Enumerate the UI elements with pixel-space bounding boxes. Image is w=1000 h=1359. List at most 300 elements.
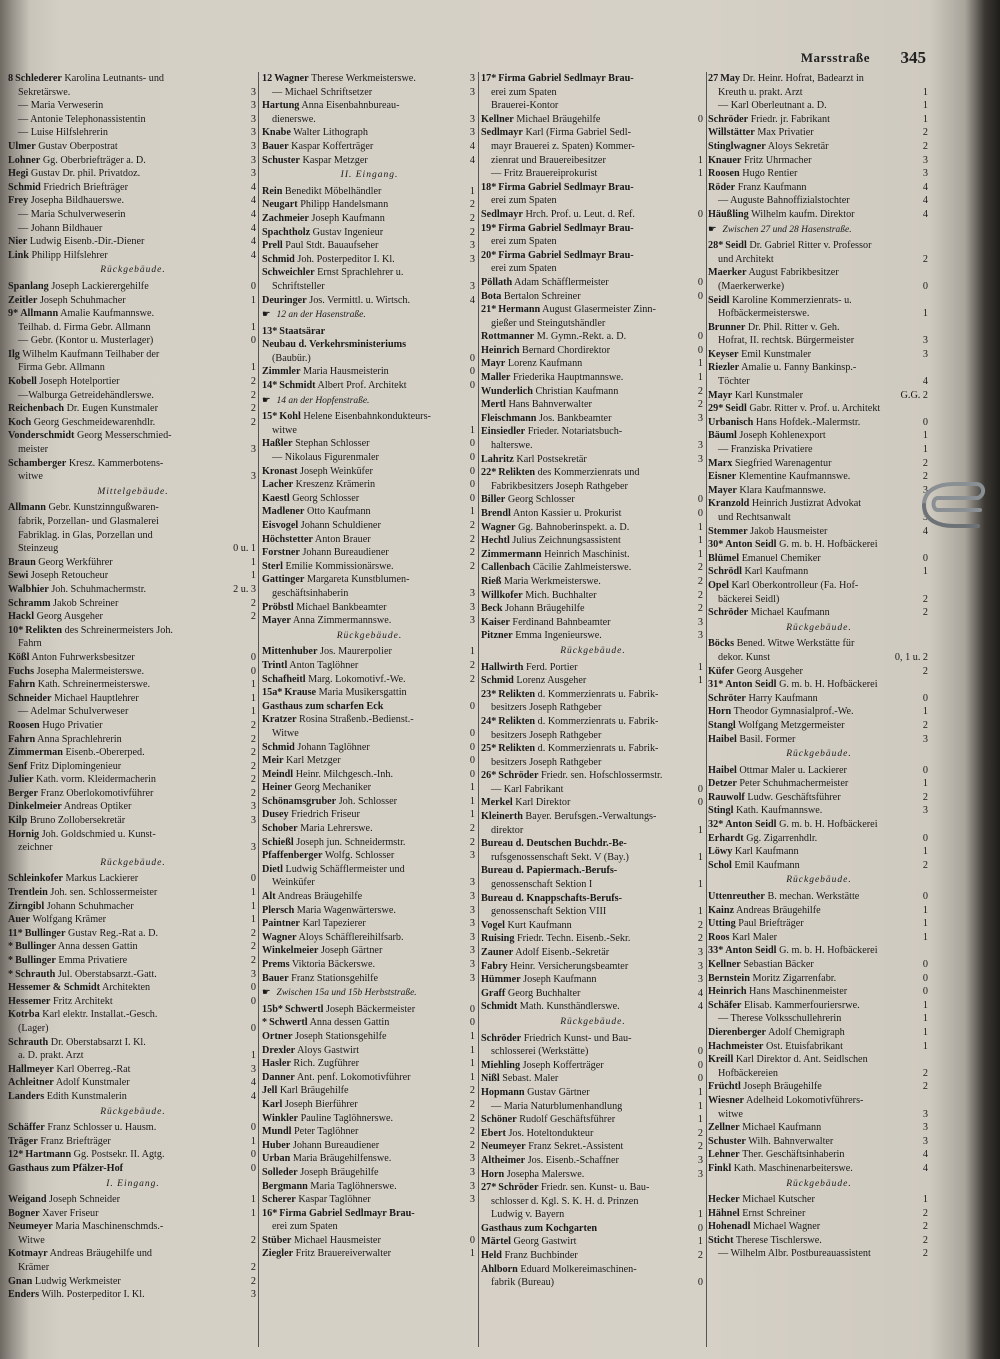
entry-details: Hofrat, II. rechtsk. Bürgermeister [718, 335, 855, 347]
surname: Mayr [708, 389, 733, 401]
entry-details: Pauline Taglöhnerswe. [300, 1112, 394, 1124]
floor-number: 2 [922, 719, 928, 731]
entry-continuation [262, 727, 477, 741]
floor-number: 2 [922, 140, 928, 152]
floor-number: 4 [250, 1090, 256, 1102]
floor-number: 3 [922, 1122, 928, 1134]
surname: Wagner [481, 521, 516, 533]
resident-entry [8, 746, 258, 760]
surname: Walbhier [8, 583, 49, 595]
resident-entry [8, 181, 258, 195]
floor-number: 0 [922, 416, 928, 428]
entry-details: Harry Kaufmann [748, 692, 818, 704]
surname: Träger [8, 1135, 38, 1147]
resident-entry [262, 614, 477, 628]
house-number: 15b* [262, 1003, 283, 1015]
surname: Jell [262, 1085, 278, 1097]
surname: Vogel [481, 919, 505, 931]
surname: Hackl [8, 611, 35, 623]
resident-entry [262, 365, 477, 379]
surname: Trintl [262, 659, 288, 671]
floor-number: 2 [922, 1067, 928, 1079]
floor-number: 1 [697, 548, 703, 560]
resident-entry [481, 742, 705, 756]
floor-number: 4 [697, 987, 703, 999]
surname: Karl [262, 1098, 283, 1110]
entry-details: Emil Kaufmann [734, 859, 800, 871]
floor-number: 1 [697, 1209, 703, 1221]
floor-number: 2 [922, 1081, 928, 1093]
surname: Anton Seidl [725, 819, 777, 831]
floor-number: 3 [469, 601, 475, 613]
surname: Schleinkofer [8, 873, 63, 885]
resident-entry [481, 561, 705, 575]
surname: Schmid [262, 253, 295, 265]
resident-entry [8, 1090, 258, 1104]
entry-continuation [262, 1220, 477, 1234]
resident-entry [708, 348, 930, 362]
entry-details: Aloys Sekretär [767, 140, 829, 152]
entry-details: Joseph Bräugehilfe [743, 1081, 822, 1093]
surname: Kellner [708, 959, 741, 970]
entry-details: Joh. sen. Schlossermeister [50, 887, 158, 899]
resident-entry [262, 863, 477, 877]
surname: Neumeyer [481, 1141, 526, 1153]
entry-details: Frieder. Notariatsbuch- [527, 426, 623, 438]
surname: Bullinger [15, 941, 56, 953]
resident-entry [262, 958, 477, 972]
surname: Koch [8, 416, 32, 428]
resident-entry [8, 651, 258, 665]
entry-details: Joseph Hotelportier [39, 376, 120, 388]
resident-entry [481, 932, 705, 946]
entry-continuation [481, 167, 705, 181]
floor-number: 1 [922, 86, 928, 98]
entry-details: Gustav Ingenieur [312, 226, 384, 238]
resident-entry [708, 972, 930, 986]
entry-details: Joseph Kaufmann [311, 212, 385, 224]
pointing-hand-icon: ☛ [262, 395, 271, 406]
entry-details: Witwe [272, 727, 299, 739]
surname: Zauner [481, 947, 514, 958]
surname: Eisner [708, 471, 737, 483]
surname: Schröter [708, 692, 746, 704]
floor-number: 2 [697, 575, 703, 587]
surname: Bauer [262, 140, 289, 152]
floor-number: 1 [697, 824, 703, 836]
resident-entry [8, 249, 258, 263]
floor-number: 0 [697, 1073, 703, 1085]
entry-details: Amalie u. Fanny Bankinsp.- [741, 362, 857, 374]
resident-entry [708, 958, 930, 972]
floor-number: 2 [469, 212, 475, 224]
entry-details: zeichner [18, 842, 53, 854]
resident-entry [481, 453, 705, 467]
surname: Sterl [262, 560, 283, 572]
resident-entry [481, 1032, 705, 1046]
resident-entry [262, 917, 477, 931]
surname: Lohner [8, 154, 41, 166]
entry-details: Theodor Gymnasialprof.-We. [733, 706, 854, 718]
surname: Schröder [498, 770, 539, 782]
floor-number: 1 [922, 999, 928, 1011]
resident-entry [8, 375, 258, 389]
floor-number: 2 [469, 1112, 475, 1124]
surname: Schamberger [8, 457, 67, 469]
floor-number: 1 [697, 1114, 703, 1126]
entry-details: Kaspar Kofferträger [291, 140, 374, 152]
surname: Zellner [708, 1122, 740, 1134]
entry-details: Gg. Bahnoberinspekt. a. D. [518, 521, 630, 533]
floor-number: 3 [697, 974, 703, 986]
resident-entry [481, 534, 705, 548]
floor-number: 4 [697, 1001, 703, 1013]
entry-continuation [708, 375, 930, 389]
resident-entry [481, 629, 705, 643]
resident-entry [262, 505, 477, 519]
resident-entry [481, 1181, 705, 1195]
entry-details: Ferdinand Bahnbeamter [512, 616, 611, 628]
entry-details: Anna dessen Gattin [57, 941, 138, 953]
surname: Kößl [8, 651, 30, 663]
entry-continuation [8, 334, 258, 348]
entry-details: Friedrich Friseur [291, 809, 360, 821]
resident-entry [262, 1152, 477, 1166]
resident-entry [8, 886, 258, 900]
floor-number: 3 [922, 512, 928, 523]
floor-number: 2 [922, 593, 928, 605]
floor-number: 3 [922, 168, 928, 180]
entry-details: Amalie Kaufmannswe. [60, 308, 155, 320]
floor-number: 3 [697, 947, 703, 958]
entry-details: Johann Bräugehilfe [505, 603, 585, 615]
house-number: 20* [481, 249, 497, 261]
note-text: 14 an der Hopfenstraße. [276, 395, 370, 406]
floor-number: 0 [697, 1059, 703, 1071]
house-number: 17* [481, 73, 497, 84]
surname: Hessemer & Schmidt [8, 982, 101, 994]
floor-number: 1 [469, 424, 475, 436]
entry-continuation [708, 280, 930, 294]
house-number: 19* [481, 222, 497, 234]
resident-entry [262, 410, 477, 424]
entry-details: Karl Maler [732, 931, 778, 943]
resident-entry [8, 954, 258, 968]
surname: Schlederer [15, 73, 62, 84]
entry-details: Maria Hausmeisterin [303, 366, 389, 378]
floor-number: 0 [697, 344, 703, 356]
surname: Fleischmann [481, 412, 537, 424]
entry-details: Maria Musikersgattin [318, 687, 407, 699]
entry-details: Franz Stationsgehilfe [291, 972, 379, 984]
resident-entry [262, 1207, 477, 1221]
entry-details: —Walburga Getreidehändlerswe. [18, 389, 154, 401]
surname: Hohenadl [708, 1221, 751, 1233]
entry-continuation [708, 443, 930, 457]
entry-continuation [708, 1108, 930, 1122]
entry-details: Michael Hausmeister [293, 1234, 381, 1246]
entry-details: Friederika Hauptmannswe. [512, 372, 624, 384]
resident-entry [8, 402, 258, 416]
entry-details: witwe [272, 424, 297, 436]
entry-details: (Maerkerwerke) [718, 280, 785, 292]
resident-entry [8, 678, 258, 692]
entry-details: Steinzeug [18, 543, 59, 555]
surname: Hähnel [708, 1207, 740, 1219]
floor-number: 2 [697, 1127, 703, 1139]
entry-details: genossenschaft Sektion I [491, 879, 593, 891]
resident-entry [262, 849, 477, 863]
entry-continuation [481, 851, 705, 865]
resident-entry [708, 818, 930, 832]
entry-details: Ost. Etuisfabrikant [766, 1040, 843, 1052]
entry-details: Krämer [18, 1262, 50, 1274]
floor-number: 3 [922, 335, 928, 347]
surname: Neumeyer [8, 1221, 53, 1233]
surname: Wagner [274, 73, 309, 84]
entry-details: Christian Kaufmann [535, 385, 619, 397]
entry-details: d. Kommerzienrats u. Fabrik- [537, 715, 659, 727]
house-number: 31* [708, 679, 724, 691]
entry-continuation [262, 876, 477, 890]
surname: Urban [262, 1153, 291, 1165]
entry-details: — Maria Verweserin [18, 100, 104, 112]
entry-continuation [481, 154, 705, 168]
floor-number: 0 [469, 438, 475, 450]
floor-number: 2 [250, 733, 256, 745]
entry-details: Adelheid Lokomotivführers- [746, 1094, 864, 1106]
floor-number: 3 [922, 1108, 928, 1120]
entry-details: Otto Kaufmann [306, 506, 371, 518]
resident-entry [262, 253, 477, 267]
floor-number: 2 [250, 955, 256, 966]
entry-details: Architekten [102, 982, 151, 994]
floor-number: 0 [697, 1046, 703, 1058]
surname: Schäffer [8, 1122, 45, 1134]
resident-entry [481, 344, 705, 358]
surname: Erhardt [708, 832, 744, 844]
entry-continuation [708, 1012, 930, 1026]
house-number: 30* [708, 539, 724, 551]
entry-details: Paul Briefträger [738, 918, 804, 930]
entry-continuation [262, 280, 477, 294]
resident-entry [708, 266, 930, 280]
entry-details: Joseph Retoucheur [30, 570, 109, 582]
entry-details: Michael Wagner [753, 1221, 821, 1233]
resident-entry [708, 1148, 930, 1162]
entry-details: — Therese Volksschullehrerin [718, 1013, 842, 1025]
entry-details: Josepha Malerswe. [506, 1168, 585, 1180]
resident-entry [8, 154, 258, 168]
resident-entry [262, 904, 477, 918]
entry-details: Fabriklag. in Glas, Porzellan und [18, 529, 153, 541]
surname: Held [481, 1250, 502, 1262]
surname: Löwy [708, 846, 733, 858]
entry-details: Anna Eisenbahnbureau- [301, 100, 400, 112]
surname: Berger [8, 787, 38, 799]
entry-details: Andreas Bräugehilfe und [49, 1248, 153, 1260]
entry-details: fabrik (Bureau) [491, 1277, 555, 1289]
floor-number: 3 [250, 815, 256, 827]
surname: Bota [481, 290, 502, 302]
surname: Willstätter [708, 127, 755, 139]
resident-entry [481, 466, 705, 480]
entry-details: Heinrich Maschinist. [544, 548, 630, 560]
entry-continuation [262, 587, 477, 601]
entry-details: Bruno Zollobersekretär [29, 815, 126, 827]
floor-number: 3 [922, 484, 928, 496]
entry-details: dienerswe. [272, 113, 316, 125]
floor-number: 1 [250, 362, 256, 374]
surname: Schröder [708, 113, 749, 125]
resident-entry [262, 1044, 477, 1058]
surname: Früchtl [708, 1081, 741, 1093]
surname: Roos [708, 931, 730, 943]
entry-details: Klementine Kaufmannswe. [738, 471, 851, 483]
entry-details: zienrat und Brauereibesitzer [491, 154, 606, 166]
resident-entry [8, 167, 258, 181]
floor-number: 1 [922, 113, 928, 125]
surname: Stingl [708, 805, 734, 817]
entry-details: Georg Schlosser [292, 492, 360, 504]
floor-number: 1 [250, 1207, 256, 1219]
resident-entry [262, 822, 477, 836]
entry-details: Joh. Posterpeditor I. Kl. [297, 253, 395, 265]
floor-number: 3 [697, 440, 703, 452]
house-number: 27 [708, 73, 719, 84]
surname: Seidl [708, 294, 730, 306]
entry-continuation [8, 113, 258, 127]
resident-entry [8, 814, 258, 828]
resident-entry [262, 659, 477, 673]
surname: Kotrba [8, 1009, 40, 1021]
entry-details: Karolina Leutnants- und [64, 73, 165, 84]
entry-details: Gg. Oberbriefträger a. D. [42, 154, 146, 166]
entry-details: Friedr. sen. Kunst- u. Bau- [541, 1182, 650, 1194]
floor-number: 1 [469, 1248, 475, 1260]
floor-number: 0 u. 1 [233, 543, 256, 555]
surname: Paintner [262, 918, 300, 930]
entry-details: Sekretärswe. [18, 86, 71, 98]
floor-number: 1 [697, 851, 703, 863]
entry-details: Lorenz Ausgeher [516, 675, 587, 687]
surname: Zachmeier [262, 212, 309, 224]
entry-details: erei zum Spaten [491, 86, 557, 98]
entry-continuation [708, 99, 930, 113]
floor-number: 2 [922, 457, 928, 469]
resident-entry [8, 501, 258, 515]
entry-details: Wilh. Posterpeditor I. Kl. [41, 1289, 145, 1301]
surname: Haßler [262, 438, 293, 450]
resident-entry [481, 290, 705, 304]
resident-entry [8, 1193, 258, 1207]
entry-continuation [481, 262, 705, 276]
resident-entry [262, 226, 477, 240]
surname: Nier [8, 236, 28, 248]
floor-number: 1 [697, 372, 703, 384]
resident-entry [481, 589, 705, 603]
entry-details: Maria Maschinenschmds.- [55, 1221, 164, 1233]
floor-number: 4 [250, 1077, 256, 1089]
resident-entry [708, 859, 930, 873]
section-heading: Rückgebäude. [560, 645, 626, 656]
resident-entry [262, 700, 477, 714]
resident-entry [262, 325, 477, 339]
house-number: 21* [481, 304, 497, 316]
entry-details: Johann Bureaudiener [292, 1139, 380, 1151]
resident-entry [708, 552, 930, 566]
resident-entry [708, 705, 930, 719]
entry-details: Joseph Bierführer [284, 1098, 358, 1110]
surname: Stüber [262, 1234, 292, 1246]
entry-continuation [481, 439, 705, 453]
surname: Deuringer [262, 294, 307, 306]
resident-entry [708, 692, 930, 706]
entry-details: Schriftsteller [272, 280, 325, 292]
entry-details: Rich. Zugführer [293, 1058, 360, 1070]
surname: Schmid [8, 181, 41, 193]
entry-details: und Architekt [718, 253, 774, 265]
resident-entry [708, 1135, 930, 1149]
resident-entry [481, 126, 705, 140]
floor-number: 3 [922, 805, 928, 817]
resident-entry [708, 167, 930, 181]
surname: Ilg [8, 348, 20, 360]
resident-entry [708, 126, 930, 140]
floor-number: 3 [250, 801, 256, 813]
entry-details: Kreszenz Krämerin [295, 479, 376, 491]
floor-number: 1 [697, 1086, 703, 1098]
surname: Hornig [8, 828, 40, 840]
floor-number: 3 [469, 253, 475, 265]
entry-details: Wilhelm kaufm. Direktor [751, 208, 855, 220]
house-number: 12 [262, 73, 273, 84]
surname: Hallwirth [481, 661, 524, 673]
resident-entry [708, 764, 930, 778]
floor-number: 1 [250, 679, 256, 691]
floor-number: 1 [697, 168, 703, 180]
entry-details: erei zum Spaten [491, 236, 557, 248]
entry-details: Kath. Schreinermeisterswe. [37, 679, 151, 691]
house-number: 23* [481, 688, 497, 700]
entry-details: — Michael Schriftsetzer [272, 86, 373, 98]
floor-number: 2 [250, 747, 256, 759]
floor-number: 2 [469, 1139, 475, 1151]
section-heading: Rückgebäude. [786, 875, 852, 886]
entry-details: Sebast. Maler [502, 1073, 559, 1085]
resident-entry [262, 931, 477, 945]
surname: Firma Gabriel Sedlmayr Brau- [498, 73, 634, 84]
entry-continuation [708, 194, 930, 208]
floor-number: 0 [922, 959, 928, 970]
house-number: 18* [481, 181, 497, 193]
floor-number: 0 [250, 982, 256, 994]
resident-entry [262, 154, 477, 168]
floor-number: 2 [250, 597, 256, 609]
floor-number: 1 [697, 661, 703, 673]
resident-entry [8, 981, 258, 995]
entry-details: witwe [18, 471, 43, 483]
entry-details: Georg Messerschmied- [76, 430, 172, 442]
floor-number: 1 [469, 1071, 475, 1083]
surname: Haibel [708, 733, 737, 745]
resident-entry [708, 904, 930, 918]
resident-entry [8, 760, 258, 774]
resident-entry [481, 616, 705, 630]
surname: Meir [262, 755, 284, 767]
surname: Schmidt [481, 1001, 518, 1013]
entry-details: Gustav Reg.-Rat a. D. [68, 927, 159, 939]
